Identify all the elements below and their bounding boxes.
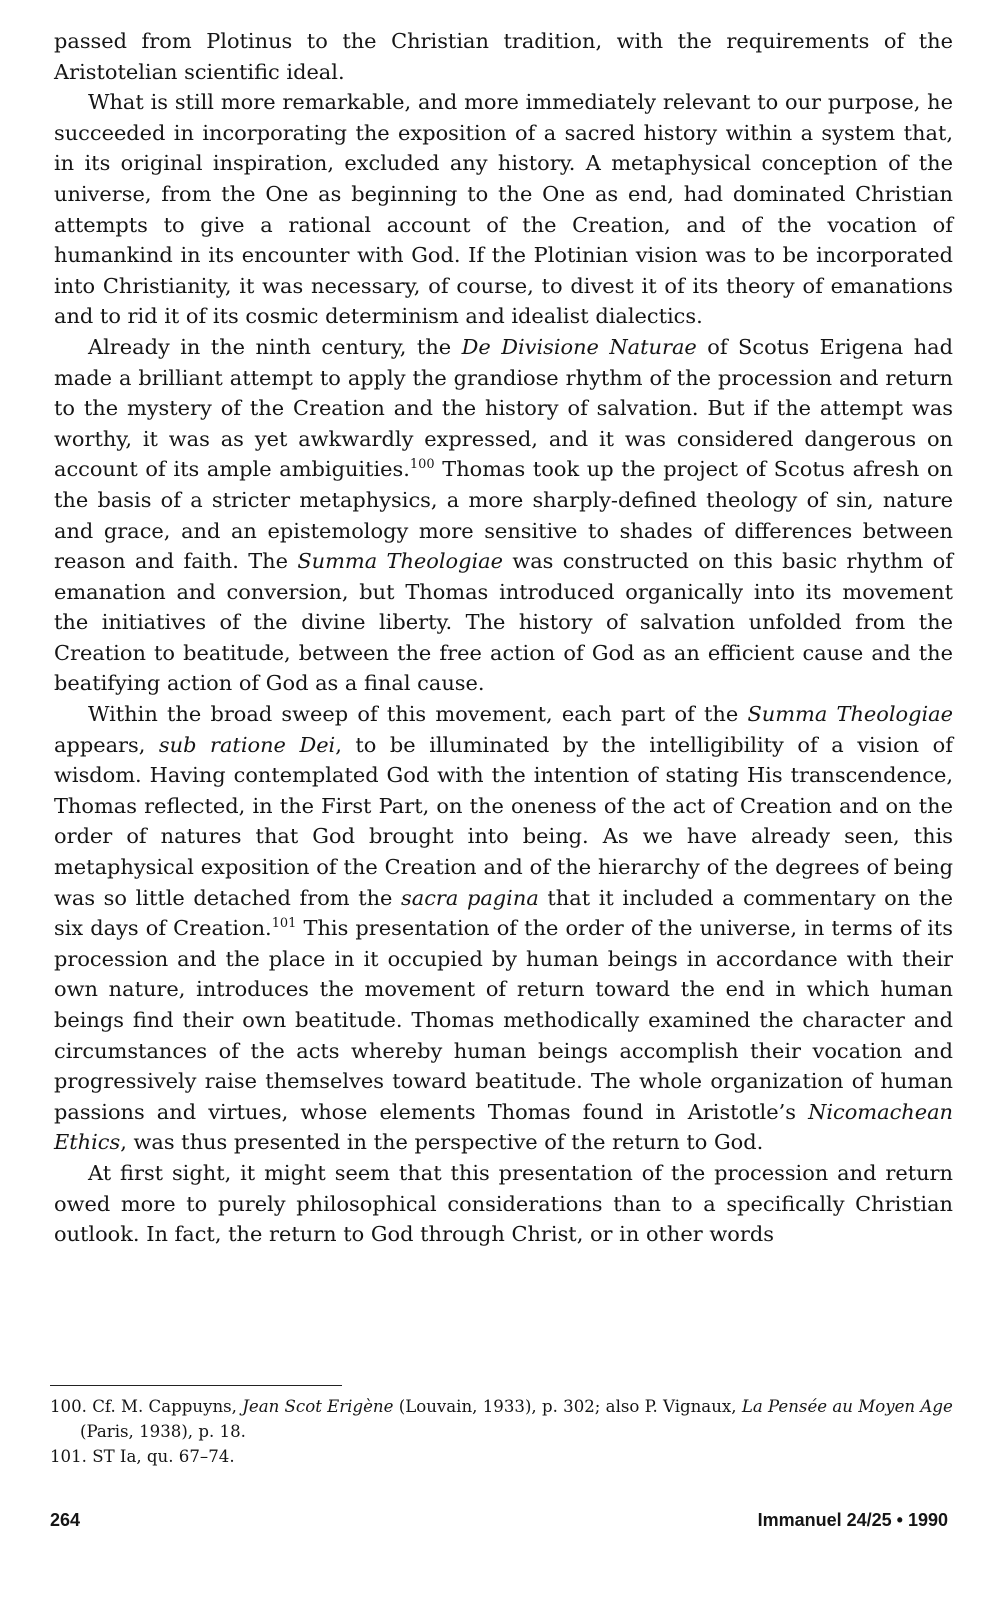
footnotes bbox=[50, 1394, 960, 1469]
italic-text: sub ratione Dei bbox=[158, 732, 336, 757]
text-run: (Louvain, 1933), p. 302; also P. Vignaux, bbox=[393, 1397, 742, 1416]
text-run: , was thus presented in the perspective of the return to God. bbox=[120, 1130, 764, 1155]
text-run: At first sight, it might seem that this presentation of the procession and return owed more to purely philosophical considerations than to a specifically Christian outlook. In fact, the return to God through Christ, or in other words bbox=[54, 1160, 953, 1247]
text-run: appears, bbox=[54, 732, 159, 757]
text-run: 100. Cf. M. Cappuyns, bbox=[50, 1397, 243, 1416]
footnote-rule bbox=[50, 1385, 342, 1386]
paragraph bbox=[54, 699, 953, 1158]
text-run: Thomas took up the project of Scotus afresh on the basis of a stricter metaphysics, a more sharply-defined theology of sin, nature and grace, and an epistemology more sensitive to shades of differences between reason and faith. The bbox=[54, 457, 954, 574]
paragraph bbox=[54, 1158, 953, 1250]
paragraph bbox=[54, 87, 953, 332]
footnote-ref: 101 bbox=[271, 916, 297, 932]
text-run: of Scotus Erigena had made a brilliant attempt to apply the grandiose rhythm of the procession and return to the mystery of the Creation and the history of salvation. But if the attempt was worthy, it was as yet awkwardly expressed, and it was considered dangerous on account of its ample ambiguities. bbox=[54, 334, 954, 482]
footnote bbox=[50, 1394, 960, 1444]
paragraph bbox=[54, 332, 953, 699]
body-text bbox=[54, 26, 953, 1250]
text-run: passed from Plotinus to the Christian tradition, with the requirements of the Aristotelian scientific ideal. bbox=[54, 29, 953, 84]
italic-text: Nicomachean Ethics bbox=[54, 1099, 953, 1155]
text-run: Within the broad sweep of this movement, each part of the bbox=[88, 702, 748, 727]
text-run: Already in the ninth century, the bbox=[88, 334, 462, 359]
italic-text: Summa Theologiae bbox=[297, 549, 503, 574]
footnote bbox=[50, 1444, 960, 1469]
italic-text: Jean Scot Erigène bbox=[242, 1397, 394, 1416]
text-run: This presentation of the order of the universe, in terms of its procession and the place in it occupied by human beings in accordance with their own nature, introduces the movement of return toward the end in which human beings find their own beatitude. Thomas methodically examined the character and circumstances of the acts whereby human beings accomplish their vocation and progressively raise themselves toward beatitude. The whole organization of human passions and virtues, whose elements Thomas found in Aristotle’s bbox=[54, 916, 953, 1124]
italic-text: Summa Theologiae bbox=[747, 702, 953, 727]
italic-text: De Divisione Naturae bbox=[461, 334, 697, 359]
footnote-ref: 100 bbox=[409, 457, 435, 473]
italic-text: sacra pagina bbox=[401, 885, 539, 910]
italic-text: La Pensée au Moyen Age bbox=[741, 1397, 953, 1416]
text-run: What is still more remarkable, and more immediately relevant to our purpose, he succeeded in incorporating the exposition of a sacred history within a system that, in its original inspiration, excluded any history. A metaphysical conception of the universe, from the One as beginning to the One as end, had dominated Christian attempts to give a rational account of the Creation, and of the vocation of humankind in its encounter with God. If the Plotinian vision was to be incorporated into Christianity, it was necessary, of course, to divest it of its theory of emanations and to rid it of its cosmic determinism and idealist dialectics. bbox=[54, 90, 953, 329]
text-run: 101. ST Ia, qu. 67–74. bbox=[50, 1447, 235, 1466]
text-run: that it included a commentary on the six days of Creation. bbox=[54, 885, 953, 941]
text-run: (Paris, 1938), p. 18. bbox=[80, 1422, 246, 1441]
text-run: was constructed on this basic rhythm of emanation and conversion, but Thomas introduced organically into its movement the initiatives of the divine liberty. The history of salvation unfolded from the Creation to beatitude, between the free action of God as an efficient cause and the beatifying action of God as a final cause. bbox=[54, 549, 953, 696]
text-run: , to be illuminated by the intelligibility of a vision of wisdom. Having contemplated God with the intention of stating His transcendence, Thomas reflected, in the First Part, on the oneness of the act of Creation and on the order of natures that God brought into being. As we have already seen, this metaphysical exposition of the Creation and of the hierarchy of the degrees of being was so little detached from the bbox=[54, 732, 953, 910]
page-number: 264 bbox=[50, 1510, 81, 1530]
journal-footer: Immanuel 24/25 • 1990 bbox=[757, 1510, 948, 1530]
paragraph bbox=[54, 26, 953, 87]
